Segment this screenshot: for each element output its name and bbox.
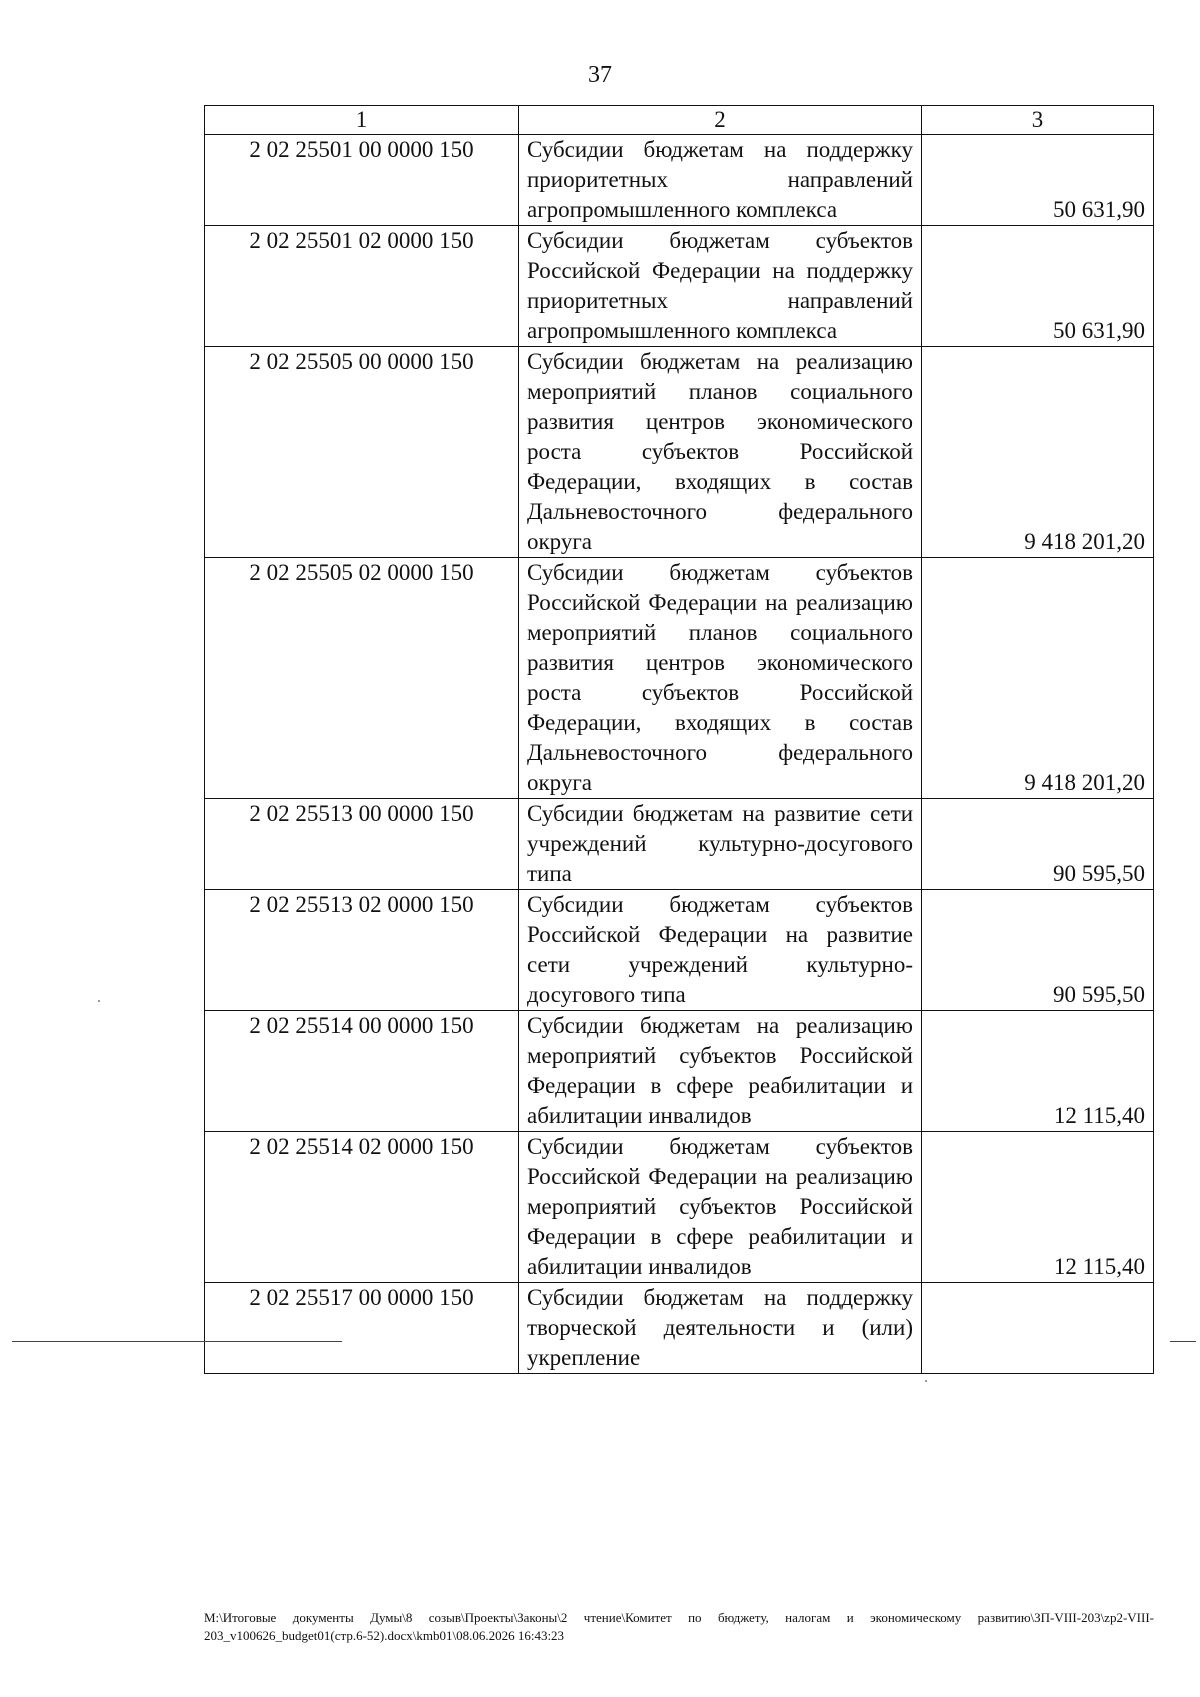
row-code: 2 02 25501 02 0000 150 bbox=[205, 226, 519, 347]
table-row bbox=[205, 890, 1154, 1011]
row-code: 2 02 25513 02 0000 150 bbox=[205, 890, 519, 1011]
row-description: Субсидии бюджетам на поддержку творческой деятельности и (или) укрепление bbox=[519, 1283, 922, 1374]
table-row bbox=[205, 347, 1154, 558]
row-description: Субсидии бюджетам субъектов Российской Федерации на поддержку приоритетных направлений агропромышленного комплекса bbox=[519, 226, 922, 347]
table-row bbox=[205, 135, 1154, 226]
row-description: Субсидии бюджетам субъектов Российской Федерации на развитие сети учреждений культурно-досугового типа bbox=[519, 890, 922, 1011]
row-description: Субсидии бюджетам на поддержку приоритетных направлений агропромышленного комплекса bbox=[519, 135, 922, 226]
scan-artifact-line-left bbox=[12, 1341, 342, 1342]
table-row bbox=[205, 1283, 1154, 1374]
row-amount: 50 631,90 bbox=[922, 226, 1154, 347]
row-amount: 90 595,50 bbox=[922, 799, 1154, 890]
row-description: Субсидии бюджетам субъектов Российской Федерации на реализацию мероприятий субъектов Российской Федерации в сфере реабилитации и абилитации инвалидов bbox=[519, 1132, 922, 1283]
row-description: Субсидии бюджетам на реализацию мероприятий субъектов Российской Федерации в сфере реабилитации и абилитации инвалидов bbox=[519, 1011, 922, 1132]
row-description: Субсидии бюджетам на развитие сети учреждений культурно-досугового типа bbox=[519, 799, 922, 890]
column-header-code: 1 bbox=[205, 106, 519, 135]
column-header-description: 2 bbox=[519, 106, 922, 135]
row-description: Субсидии бюджетам субъектов Российской Федерации на реализацию мероприятий планов социального развития центров экономического роста субъектов Российской Федерации, входящих в состав Дальневосточного федерального округа bbox=[519, 558, 922, 799]
row-amount bbox=[922, 1283, 1154, 1374]
row-amount: 90 595,50 bbox=[922, 890, 1154, 1011]
row-code: 2 02 25505 00 0000 150 bbox=[205, 347, 519, 558]
row-code: 2 02 25501 00 0000 150 bbox=[205, 135, 519, 226]
row-amount: 12 115,40 bbox=[922, 1011, 1154, 1132]
table-row bbox=[205, 1011, 1154, 1132]
table-row bbox=[205, 558, 1154, 799]
row-amount: 9 418 201,20 bbox=[922, 558, 1154, 799]
table-row bbox=[205, 1132, 1154, 1283]
row-amount: 12 115,40 bbox=[922, 1132, 1154, 1283]
scan-speck bbox=[98, 1000, 100, 1002]
row-code: 2 02 25514 02 0000 150 bbox=[205, 1132, 519, 1283]
table-row bbox=[205, 226, 1154, 347]
row-amount: 50 631,90 bbox=[922, 135, 1154, 226]
row-description: Субсидии бюджетам на реализацию мероприятий планов социального развития центров экономического роста субъектов Российской Федерации, входящих в состав Дальневосточного федерального округа bbox=[519, 347, 922, 558]
scan-artifact-line-right bbox=[1170, 1341, 1196, 1342]
row-code: 2 02 25513 00 0000 150 bbox=[205, 799, 519, 890]
page-number: 37 bbox=[588, 62, 612, 88]
row-code: 2 02 25505 02 0000 150 bbox=[205, 558, 519, 799]
row-code: 2 02 25514 00 0000 150 bbox=[205, 1011, 519, 1132]
budget-table bbox=[204, 105, 1154, 1374]
row-code: 2 02 25517 00 0000 150 bbox=[205, 1283, 519, 1374]
document-file-path: M:\Итоговые документы Думы\8 созыв\Проекты\Законы\2 чтение\Комитет по бюджету, налогам и экономическому развитию\ЗП-VIII-203\zp2-VIII-203_v100626_budget01(стр.6-52).docx\kmb01\08.06.2026 16:43:23 bbox=[204, 1610, 1154, 1643]
table-header-row bbox=[205, 106, 1154, 135]
scan-speck bbox=[925, 1380, 927, 1382]
row-amount: 9 418 201,20 bbox=[922, 347, 1154, 558]
column-header-amount: 3 bbox=[922, 106, 1154, 135]
table-row bbox=[205, 799, 1154, 890]
